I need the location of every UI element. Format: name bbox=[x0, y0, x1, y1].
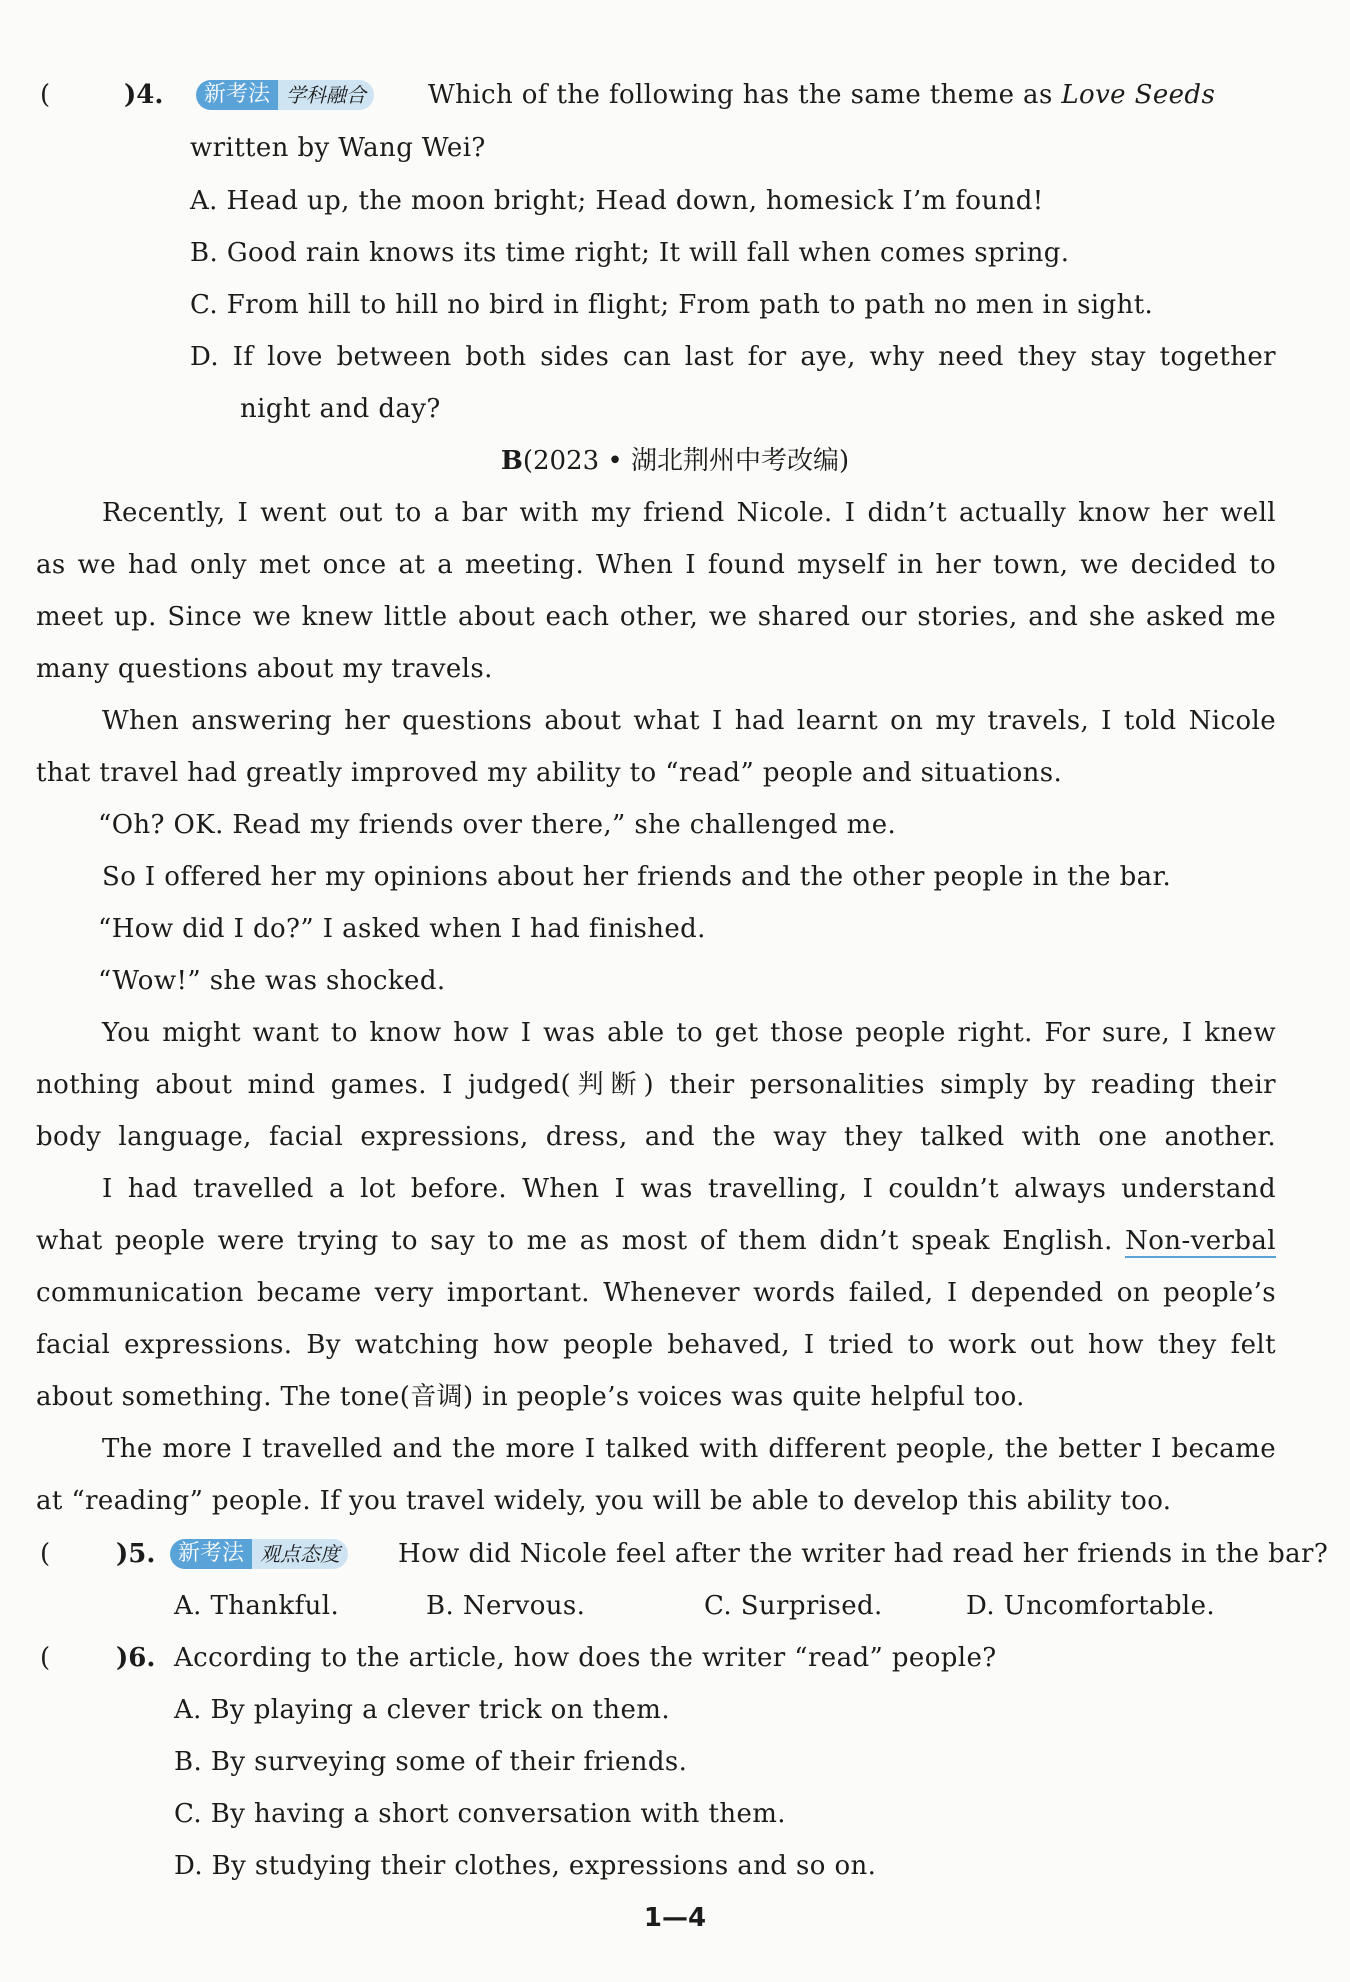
p9-line1: The more I travelled and the more I talked with different people, the better I became bbox=[102, 1434, 1276, 1464]
poem-title: Love Seeds bbox=[1061, 80, 1216, 110]
p8-line2: what people were trying to say to me as most of them didn’t speak English. Non-verbal bbox=[36, 1226, 1276, 1256]
q5-stem: How did Nicole feel after the writer had read her friends in the bar? bbox=[398, 1539, 1329, 1569]
p7-line1: You might want to know how I was able to get those people right. For sure, I knew bbox=[102, 1018, 1276, 1048]
p6-line: “Wow!” she was shocked. bbox=[98, 966, 446, 996]
p1-line2: as we had only met once at a meeting. When I found myself in her town, we decided to bbox=[36, 550, 1276, 580]
page-number: 1—4 bbox=[643, 1903, 707, 1933]
q5-number: )5. bbox=[116, 1539, 156, 1569]
q6-stem: According to the article, how does the writer “read” people? bbox=[174, 1643, 997, 1673]
q4-answer-bracket-open: ( bbox=[40, 80, 51, 110]
p9-line2: at “reading” people. If you travel widely, you will be able to develop this ability too. bbox=[36, 1486, 1172, 1516]
q5-option-c: C. Surprised. bbox=[704, 1591, 883, 1621]
q5-option-d: D. Uncomfortable. bbox=[966, 1591, 1216, 1621]
p2-line1: When answering her questions about what I had learnt on my travels, I told Nicole bbox=[102, 706, 1276, 736]
p7-line2: nothing about mind games. I judged(判断) their personalities simply by reading their bbox=[36, 1070, 1276, 1100]
p1-line1: Recently, I went out to a bar with my friend Nicole. I didn’t actually know her well bbox=[102, 498, 1276, 528]
q5-option-b: B. Nervous. bbox=[426, 1591, 586, 1621]
q5-option-a: A. Thankful. bbox=[174, 1591, 340, 1621]
underlined-term-non-verbal: Non-verbal bbox=[1125, 1226, 1276, 1256]
p8-line3: communication became very important. Whenever words failed, I depended on people’s bbox=[36, 1278, 1276, 1308]
p2-line2: that travel had greatly improved my ability to “read” people and situations. bbox=[36, 758, 1063, 788]
section-source: (2023 • 湖北荆州中考改编) bbox=[522, 446, 850, 476]
q6-option-a: A. By playing a clever trick on them. bbox=[174, 1695, 671, 1725]
q4-badge-new-method: 新考法 bbox=[196, 80, 278, 110]
q5-answer-bracket-open: ( bbox=[40, 1539, 51, 1569]
q4-option-a: A. Head up, the moon bright; Head down, homesick I’m found! bbox=[190, 186, 1044, 216]
p8-line1: I had travelled a lot before. When I was travelling, I couldn’t always understand bbox=[102, 1174, 1276, 1204]
section-title bbox=[0, 444, 1350, 478]
q5-badge-type: 观点态度 bbox=[252, 1539, 348, 1569]
q4-stem-line2: written by Wang Wei? bbox=[190, 133, 486, 163]
q4-option-d-line1: D. If love between both sides can last for aye, why need they stay together bbox=[190, 342, 1276, 372]
p3-line: “Oh? OK. Read my friends over there,” she challenged me. bbox=[98, 810, 897, 840]
q6-option-b: B. By surveying some of their friends. bbox=[174, 1747, 688, 1777]
q4-option-d-line2: night and day? bbox=[240, 394, 441, 424]
p8-line4: facial expressions. By watching how people behaved, I tried to work out how they felt bbox=[36, 1330, 1276, 1360]
q6-answer-bracket-open: ( bbox=[40, 1643, 51, 1673]
q6-option-c: C. By having a short conversation with them. bbox=[174, 1799, 786, 1829]
q6-option-d: D. By studying their clothes, expressions and so on. bbox=[174, 1851, 877, 1881]
q4-number: )4. bbox=[124, 80, 164, 110]
section-letter: B bbox=[500, 446, 523, 476]
q5-badge-new-method: 新考法 bbox=[170, 1539, 252, 1569]
p7-line3: body language, facial expressions, dress, and the way they talked with one another. bbox=[36, 1122, 1276, 1152]
q4-option-b: B. Good rain knows its time right; It will fall when comes spring. bbox=[190, 238, 1070, 268]
p1-line3: meet up. Since we knew little about each other, we shared our stories, and she asked me bbox=[36, 602, 1276, 632]
p4-line: So I offered her my opinions about her friends and the other people in the bar. bbox=[102, 862, 1172, 892]
q5-tag-badge bbox=[170, 1539, 348, 1569]
q4-tag-badge bbox=[196, 80, 374, 110]
q6-number: )6. bbox=[116, 1643, 156, 1673]
p8-line5: about something. The tone(音调) in people’s voices was quite helpful too. bbox=[36, 1382, 1025, 1412]
q4-badge-type: 学科融合 bbox=[278, 80, 374, 110]
p1-line4: many questions about my travels. bbox=[36, 654, 493, 684]
q4-option-c: C. From hill to hill no bird in flight; From path to path no men in sight. bbox=[190, 290, 1154, 320]
p5-line: “How did I do?” I asked when I had finished. bbox=[98, 914, 706, 944]
q4-stem-line1: Which of the following has the same theme as Love Seeds bbox=[428, 80, 1216, 110]
